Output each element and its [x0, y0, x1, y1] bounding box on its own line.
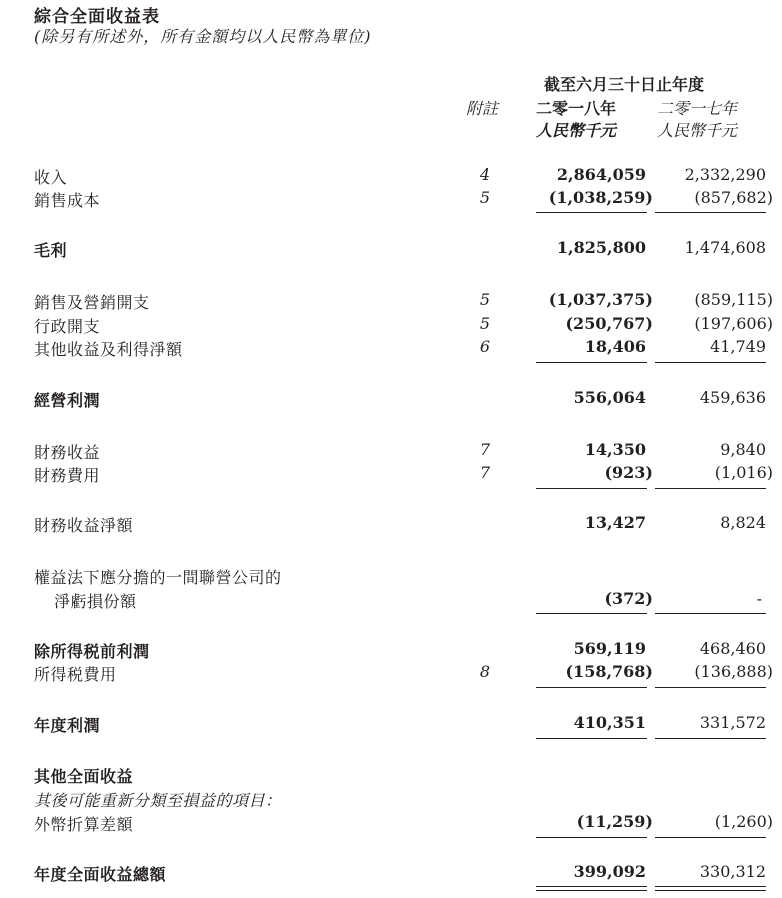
value-2017: (1,260) [714, 812, 773, 831]
row-label: 收入 [34, 168, 68, 187]
value-2018: 14,350 [584, 440, 646, 459]
table-row [0, 188, 782, 210]
subtotal-rule [536, 362, 647, 363]
value-2017: 1,474,608 [684, 238, 766, 257]
row-note: 4 [479, 165, 491, 184]
table-row [0, 513, 782, 535]
table-row [0, 589, 782, 611]
table-row [0, 290, 782, 312]
value-2018: 13,427 [584, 513, 646, 532]
value-2018: 399,092 [573, 862, 646, 881]
subtotal-rule [536, 613, 647, 614]
period-header: 截至六月三十日止年度 [544, 75, 705, 94]
unit-2018-header: 人民幣千元 [536, 121, 617, 140]
value-2018: (1,037,375) [548, 290, 653, 309]
value-2017: (197,606) [694, 314, 773, 333]
value-2017: 8,824 [720, 513, 766, 532]
total-double-rule [655, 886, 766, 887]
total-double-rule [536, 890, 647, 891]
subtotal-rule [655, 362, 766, 363]
table-row [0, 662, 782, 684]
table-row [0, 862, 782, 884]
value-2017: - [756, 589, 762, 608]
year-2018-header: 二零一八年 [536, 99, 617, 118]
row-label: 除所得税前利潤 [34, 642, 150, 661]
row-label: 毛利 [34, 241, 68, 260]
value-2017: 2,332,290 [684, 165, 766, 184]
subtotal-rule [655, 488, 766, 489]
value-2018: 1,825,800 [556, 238, 646, 257]
row-note: 5 [479, 188, 491, 207]
value-2018: 2,864,059 [556, 165, 646, 184]
table-row [0, 337, 782, 359]
row-label: 財務收益淨額 [34, 516, 134, 535]
subtotal-rule [655, 687, 766, 688]
row-label: 所得税費用 [34, 665, 117, 684]
value-2018: (372) [604, 589, 653, 608]
unit-2017-header: 人民幣千元 [657, 121, 738, 140]
subtotal-rule [655, 837, 766, 838]
row-label: 其後可能重新分類至損益的項目： [34, 791, 282, 810]
subtotal-rule [536, 212, 647, 213]
row-label: 年度利潤 [34, 716, 101, 735]
row-note: 7 [479, 440, 491, 459]
row-note: 5 [479, 314, 491, 333]
subtotal-rule [655, 613, 766, 614]
value-2018: (250,767) [565, 314, 653, 333]
value-2018: 410,351 [573, 713, 646, 732]
row-label: 年度全面收益總額 [34, 865, 167, 884]
statement-subtitle: (除另有所述外，所有金額均以人民幣為單位) [34, 27, 372, 46]
table-row [0, 388, 782, 410]
value-2018: (11,259) [576, 812, 653, 831]
table-row [0, 463, 782, 485]
row-note: 5 [479, 290, 491, 309]
table-row [0, 812, 782, 834]
value-2018: (1,038,259) [548, 188, 653, 207]
value-2017: 468,460 [699, 639, 766, 658]
row-label: 其他收益及利得淨額 [34, 340, 183, 359]
table-row [0, 713, 782, 735]
row-label: 權益法下應分擔的一間聯營公司的 [34, 568, 282, 587]
value-2017: 330,312 [699, 862, 766, 881]
subtotal-rule [536, 837, 647, 838]
value-2017: (1,016) [714, 463, 773, 482]
value-2018: 18,406 [584, 337, 646, 356]
table-row [0, 788, 782, 810]
value-2017: 41,749 [710, 337, 766, 356]
table-row [0, 165, 782, 187]
row-label: 財務收益 [34, 443, 101, 462]
value-2017: (859,115) [694, 290, 773, 309]
subtotal-rule [536, 488, 647, 489]
value-2018: (923) [604, 463, 653, 482]
subtotal-rule [536, 687, 647, 688]
value-2018: 556,064 [573, 388, 646, 407]
value-2017: (136,888) [694, 662, 773, 681]
total-double-rule [536, 886, 647, 887]
row-label: 其他全面收益 [34, 767, 134, 786]
statement-title: 綜合全面收益表 [34, 7, 160, 27]
row-label: 銷售成本 [34, 191, 101, 210]
subtotal-rule [536, 738, 647, 739]
value-2017: (857,682) [694, 188, 773, 207]
year-2017-header: 二零一七年 [657, 99, 738, 118]
row-note: 8 [479, 662, 491, 681]
table-row [0, 314, 782, 336]
value-2017: 9,840 [720, 440, 766, 459]
subtotal-rule [655, 738, 766, 739]
value-2018: 569,119 [573, 639, 646, 658]
row-note: 6 [479, 337, 491, 356]
note-header: 附註 [466, 99, 499, 118]
row-label: 經營利潤 [34, 391, 101, 410]
row-note: 7 [479, 463, 491, 482]
value-2017: 459,636 [699, 388, 766, 407]
total-double-rule [655, 890, 766, 891]
row-label: 行政開支 [34, 317, 101, 336]
subtotal-rule [655, 212, 766, 213]
table-row [0, 764, 782, 786]
value-2018: (158,768) [565, 662, 653, 681]
row-label: 淨虧損份額 [54, 592, 137, 611]
row-label: 銷售及營銷開支 [34, 293, 150, 312]
table-row [0, 238, 782, 260]
row-label: 外幣折算差額 [34, 815, 134, 834]
table-row [0, 565, 782, 587]
table-row [0, 440, 782, 462]
row-label: 財務費用 [34, 466, 101, 485]
table-row [0, 639, 782, 661]
value-2017: 331,572 [699, 713, 766, 732]
